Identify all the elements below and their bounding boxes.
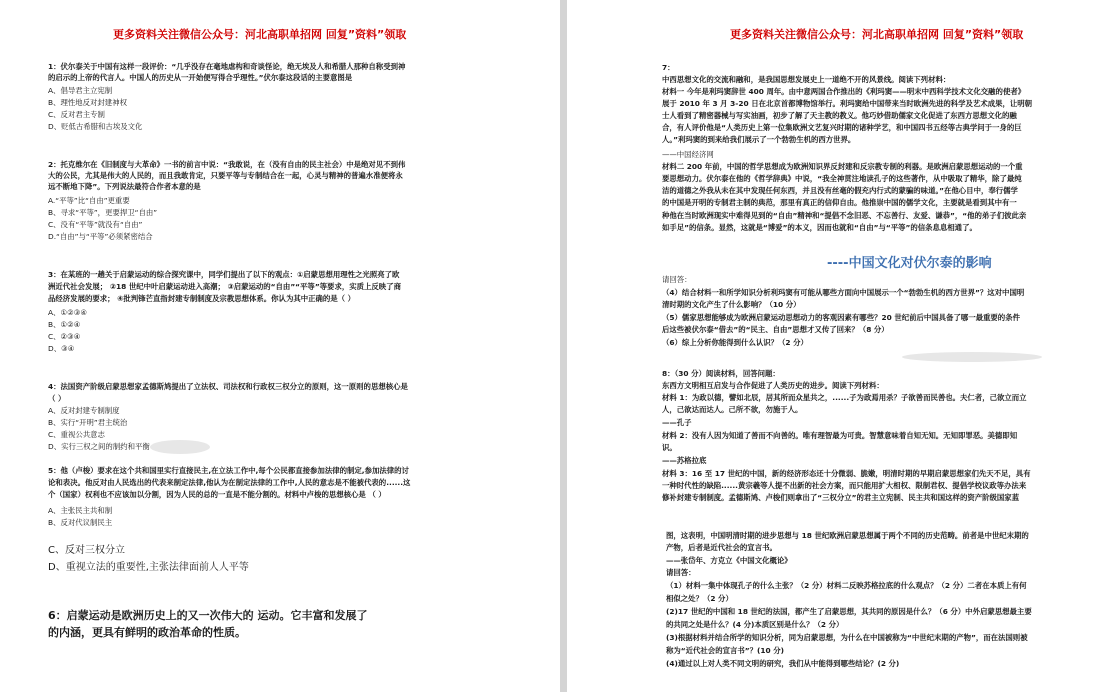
q7-material-line: 要思想动力。伏尔泰在他的《哲学辞典》中说，“我全神贯注地读孔子的这些著作，从中吸取了精华，除了最纯 [662,174,1022,183]
right-page [567,0,1120,692]
scan-smudge [150,440,210,454]
q2-stem-line: 2：托克维尔在《旧制度与大革命》一书的前言中说：“我敢说，在（没有自由的民主社会）中是绝对见不到伟 [48,160,406,169]
q4-option: D、实行三权之间的制约和平衡 [48,442,150,451]
q8-line: 人，己欲达而达人。己所不欲，勿施于人。 [662,405,803,414]
q2-stem-line: 远不断地下降”。下列说法最符合作者本意的是 [48,182,201,191]
q3-option: B、①②④ [48,320,81,329]
q7-material-line: 洁的道德之外我从未在其中发现任何东西，并且没有丝毫的假充内行式的蒙骗的味道。”在他心目中，奉行儒学 [662,186,1018,195]
q8-sub-line: (3)根据材料并结合所学的知识分析，同为启蒙思想，为什么在中国被称为“中世纪末期的产物”，而在法国则被 [666,633,1028,642]
q1-option: D、贬低古希腊和古埃及文化 [48,122,143,131]
q8-line: ——苏格拉底 [662,456,707,465]
q8-sub-line: (2)17 世纪的中国和 18 世纪的法国，都产生了启蒙思想，其共同的原因是什么？（6 分）中外启蒙思想最主要 [666,607,1032,616]
q8-line: 材料 2：没有人因为知道了善而不向善的。唯有理智最为可贵。智慧意味着自知无知。无知即罪恶。美德即知 [662,431,1018,440]
q8-sub-line: 的共同之处是什么？(4 分)本质区别是什么？（2 分） [666,620,844,629]
q1-option: B、理性地反对封建神权 [48,98,127,107]
q5-stem-line: 5：他（卢梭）要求在这个共和国里实行直接民主,在立法工作中,每个公民都直接参加法律的制定,参加法律的讨 [48,466,409,475]
q7-material-line: 的中国是开明的专制君主制的典范，那里有真正的信仰自由。他推崇中国的儒学文化，主要就是看到其中有一 [662,198,1017,207]
q7-material-line: 种他在当时欧洲现实中难得见到的“自由”精神和“提倡不念旧恶、不忘善行、友爱、谦恭”，“他的弟子们彼此亲 [662,211,1027,220]
q8-line: 修补封建专制制度。孟德斯鸠、卢梭们则拿出了“三权分立”的君主立宪制、民主共和国这样的资产阶级国家蓝 [662,493,1020,502]
q1-option: A、倡导君主立宪制 [48,86,113,95]
q5-option: C、反对三权分立 [48,545,125,556]
q7-source: ——中国经济网 [662,150,714,159]
q1-stem-line: 的启示的上帝的代言人。中国人的历史从一开始便写得合乎理性。”伏尔泰这段话的主要意图是 [48,73,353,82]
q2-option: A.“平等”比“自由”更重要 [48,196,130,205]
q1-stem-line: 1：伏尔泰关于中国有这样一段评价：“几乎没存在毫地虐构和奇谈怪论，绝无埃及人和希腊人那种自称受到神 [48,62,406,71]
q4-option: A、反对封建专制制度 [48,406,120,415]
q7-sub-line: 后这些被伏尔泰“借去”的“民主、自由”思想才又传了回来？（8 分） [662,325,889,334]
image-heading: ----中国文化对伏尔泰的影响 [827,256,992,271]
q8-line: 一种时代性的缺陷......黄宗羲等人提不出新的社会方案，而只能用扩大相权、限制君权、提倡学校议政等办法来 [662,481,1027,490]
scan-smudge [902,352,1042,362]
q4-option: B、实行“开明”君主统治 [48,418,128,427]
q4-option: C、重视公共意志 [48,430,105,439]
q7-material-line: 合，有人评价他是“人类历史上第一位集欧洲文艺复兴时期的诸种学艺，和中国四书五经等古典学问于一身的巨 [662,123,1022,132]
q5-option: B、反对代议制民主 [48,518,113,527]
q8-line: 材料 3：16 至 17 世纪的中国，新的经济形态还十分微弱、脆嫩，明清时期的早期启蒙思想家们先天不足，具有 [662,469,1031,478]
q7-sub-line: （6）综上分析你能得到什么认识？（2 分） [662,338,808,347]
q2-option: B、寻求“平等”，更要捍卫“自由” [48,208,158,217]
q8-ask: 请回答： [666,568,696,577]
q5-option: D、重视立法的重要性,主张法律面前人人平等 [48,562,249,573]
q8-line: 8：（30 分）阅读材料，回答问题： [662,369,780,378]
q4-stem-line: （ ） [48,394,66,403]
q5-option: A、主张民主共和制 [48,506,113,515]
q5-stem-line: 个（国家）权利也不应该加以分割，因为人民的总的一直是不能分割的。材料中卢梭的思想核心是 （ ） [48,490,386,499]
q7-material-line: 展于 2010 年 3 月 3-20 日在北京首都博物馆举行。利玛窦给中国带来当时欧洲先进的科学及艺术成果，让明朝 [662,99,1033,108]
q8-source: ——张岱年、方克立《中国文化概论》 [666,556,792,565]
q7-material-line: 人。”利玛窦的到来给我们展示了一个勃勃生机的西方世界。 [662,135,856,144]
q7-sub-line: 清时期的文化产生了什么影响？（10 分） [662,300,801,309]
q5-stem-line: 论和表决。他反对由人民选出的代表来制定法律,他认为在制定法律的工作中,人民的意志是不能被代表的......这 [48,478,411,487]
q8-sub-line: (4)通过以上对人类不同文明的研究，我们从中能得到哪些结论？(2 分) [666,659,900,668]
q4-stem-line: 4：法国资产阶级启蒙思想家孟德斯鸠提出了立法权、司法权和行政权三权分立的原则，这一原则的思想核心是 [48,382,408,391]
q1-option: C、反对君主专制 [48,110,105,119]
q7-title: 7： [662,63,675,72]
q3-option: D、③④ [48,344,75,353]
q6-line: 6：启蒙运动是欧洲历史上的又一次伟大的 运动。它丰富和发展了 [48,609,368,622]
q3-option: C、②③④ [48,332,81,341]
q2-option: D.“自由”与“平等”必须紧密结合 [48,232,153,241]
q2-option: C、没有“平等”就没有“自由” [48,220,143,229]
q8-sub-line: 相似之处？（2 分） [666,594,733,603]
q8-sub-line: 称为“近代社会的宣言书”？(10 分) [666,646,785,655]
q6-line: 的内涵，更具有鲜明的政治革命的性质。 [48,626,246,639]
q2-stem-line: 大的公民，尤其是伟大的人民的，而且我敢肯定，只要平等与专制结合在一起，心灵与精神的普遍水准便将永 [48,171,403,180]
q7-material-line: 材料二 200 年前，中国的哲学思想成为欧洲知识界反封建和反宗教专制的利器。是欧洲启蒙思想运动的一个重 [662,162,1023,171]
q7-material-line: 士人看到了精密器械与写实油画，初步了解了天主教的教义。他巧妙借助儒家文化促进了东西方思想文化的融 [662,111,1017,120]
q8-sub-line: （1）材料一集中体现孔子的什么主张？（2 分）材料二反映苏格拉底的什么观点？（2 分）二者在本质上有何 [666,581,1027,590]
banner-right: 更多资料关注微信公众号：河北高职单招网 回复”资料”领取 [730,28,1024,41]
q7-sub-line: （5）儒家思想能够成为欧洲启蒙运动思想动力的客观因素有哪些？20 世纪前后中国具备了哪一最重要的条件 [662,313,1020,322]
q8-line: 材料 1：为政以德，譬如北辰，居其所而众星共之，......子为政焉用杀？子欲善而民善也。夫仁者，己欲立而立 [662,393,1027,402]
q7-ask: 请回答： [662,275,692,284]
q7-intro: 中西思想文化的交流和融和，是我国思想发展史上一道绝不开的风景线。阅读下列材料： [662,75,951,84]
q7-material-line: 如手足”的信条。显然，这就是“博爱”的本义，因而也就和“自由”与“平等”的信条息息相通了。 [662,223,977,232]
q8-line: 识。 [662,443,677,452]
q3-stem-line: 洲近代社会发展； ②18 世纪中叶启蒙运动进入高潮； ③启蒙运动的“自由”“平等”等要求，实质上反映了商 [48,282,401,291]
page-gutter [560,0,567,692]
q7-sub-line: （4）结合材料一和所学知识分析利玛窦有可能从哪些方面向中国展示一个“勃勃生机的西方世界”？这对中国明 [662,288,1025,297]
q7-material-line: 材料一 今年是利玛窦辞世 400 周年。由中意两国合作推出的《利玛窦——明末中西科学技术文化交融的使者》 [662,87,1026,96]
banner-left: 更多资料关注微信公众号：河北高职单招网 回复”资料”领取 [113,28,407,41]
q3-option: A、①②③④ [48,308,87,317]
q8-line: 图，这表明，中国明清时期的进步思想与 18 世纪欧洲启蒙思想属于两个不同的历史范畴。前者是中世纪末期的 [666,531,1029,540]
q3-stem-line: 3：在某班的一趟关于启蒙运动的综合探究课中，同学们提出了以下的观点：①启蒙思想用理性之光照亮了欧 [48,270,400,279]
q3-stem-line: 品经济发展的要求； ④批判锋芒直指封建专制制度及宗教思想体系。你认为其中正确的是（ ） [48,294,356,303]
q8-line: 产物，后者是近代社会的宣言书。 [666,543,777,552]
q8-line: 东西方文明相互启发与合作促进了人类历史的进步。阅读下列材料： [662,381,884,390]
q8-line: ——孔子 [662,418,692,427]
